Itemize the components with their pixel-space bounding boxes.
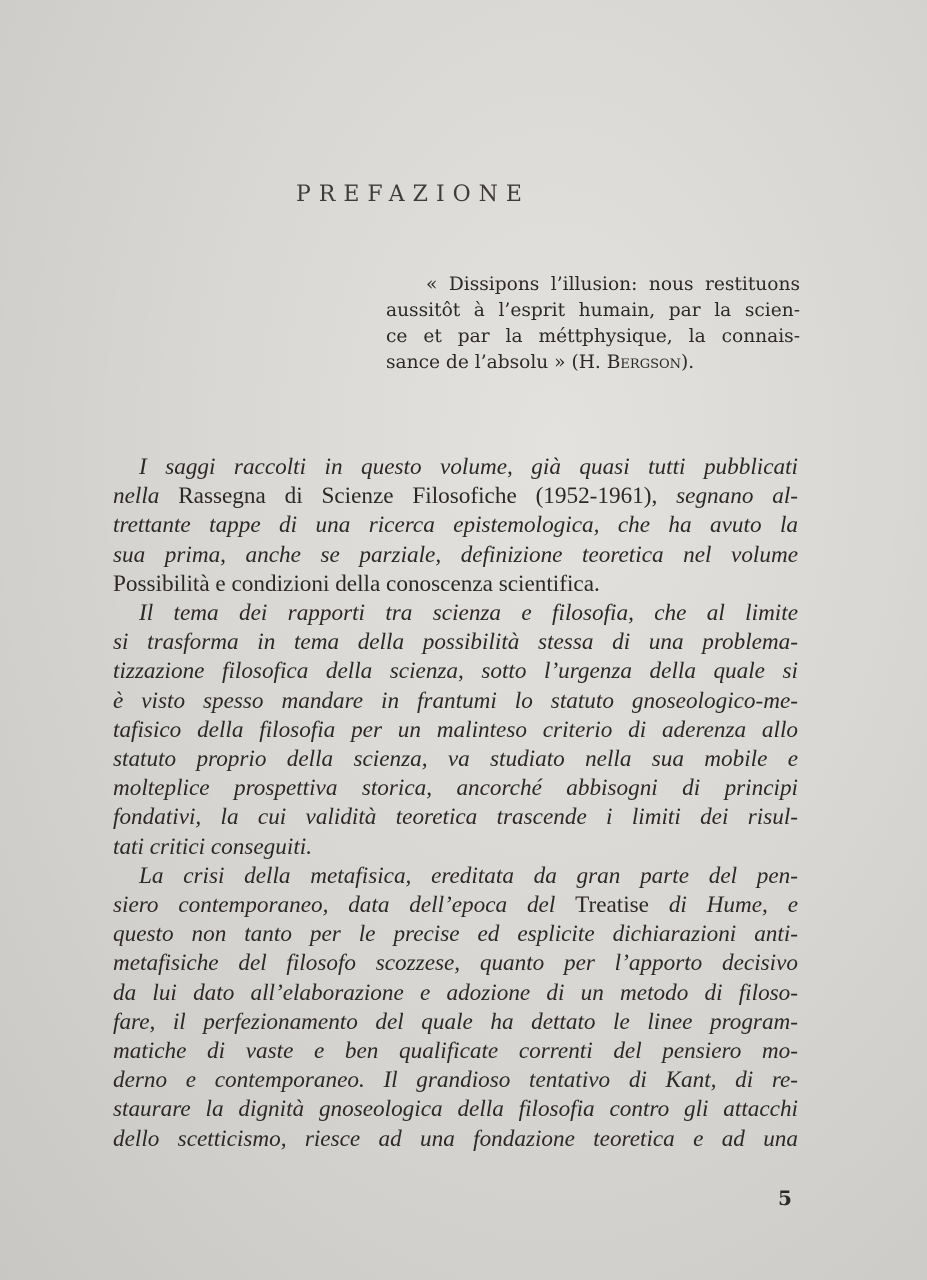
epigraph-line: aussitôt à l’esprit humain, par la scien- [386,300,800,321]
paragraph-line: tizzazione filosofica della scienza, sotto l’urgenza della quale si [113,658,798,685]
epigraph-line: ce et par la méttphysique, la connais- [386,326,800,347]
paragraph-line: molteplice prospettiva storica, ancorché abbisogni di principi [113,775,798,802]
paragraph-line: questo non tanto per le precise ed esplicite dichiarazioni anti- [113,921,798,948]
epigraph-tail: ). [681,352,695,373]
text-run: siero contemporaneo, data dell’epoca del [113,892,576,919]
epigraph-quote [386,272,800,376]
paragraph-line: dello scetticismo, riesce ad una fondazione teoretica e ad una [113,1125,798,1152]
paragraph-line [113,891,798,920]
paragraph-line: staurare la dignità gnoseologica della filosofia contro gli attacchi [113,1096,798,1123]
page-number: 5 [778,1186,792,1210]
text-run: Treatise [575,892,649,919]
paragraph-line: derno e contemporaneo. Il grandioso tentativo di Kant, di re- [113,1067,798,1094]
paragraph-line: La crisi della metafisica, ereditata da gran parte del pen- [139,862,798,889]
epigraph-line: « Dissipons l’illusion: nous restituons [426,274,800,295]
text-run: segnano al- [676,483,798,510]
paragraph-line: fondativi, la cui validità teoretica trascende i limiti dei risul- [113,804,798,831]
paragraph-line: Possibilità e condizioni della conoscenza scientifica. [113,570,600,597]
paragraph-line: tati critici conseguiti. [113,833,312,860]
paragraph-line: tafisico della filosofia per un malinteso criterio di aderenza allo [113,716,798,743]
paragraph-line [113,482,798,511]
epigraph-line [386,350,800,376]
page-title: PREFAZIONE [296,182,530,207]
paragraph-line: I saggi raccolti in questo volume, già quasi tutti pubblicati [139,454,798,480]
paragraph-line: fare, il perfezionamento del quale ha dettato le linee program- [113,1008,798,1035]
epigraph-author: Bergson [606,352,682,373]
text-run: Rassegna di Scienze Filosofiche (1952-1961), [159,483,677,510]
paragraph-line: Il tema dei rapporti tra scienza e filosofia, che al limite [139,600,798,627]
paragraph-line: trettante tappe di una ricerca epistemologica, che ha avuto la [113,512,798,539]
body-text [113,453,798,1154]
paragraph-line: sua prima, anche se parziale, definizione teoretica nel volume [113,541,798,568]
paragraph-line: metafisiche del filosofo scozzese, quanto per l’apporto decisivo [113,950,798,977]
text-run: nella [113,483,160,510]
paragraph-line: da lui dato all’elaborazione e adozione di un metodo di filoso- [113,979,798,1006]
paragraph-line: si trasforma in tema della possibilità stessa di una problema- [113,629,798,656]
paragraph-line: è visto spesso mandare in frantumi lo statuto gnoseologico-me- [113,687,798,714]
paragraph-line: matiche di vaste e ben qualificate correnti del pensiero mo- [113,1038,798,1065]
epigraph-line-text: sance de l’absolu » (H. [386,352,607,373]
text-run: di Hume, e [648,892,798,919]
paragraph-line: statuto proprio della scienza, va studiato nella sua mobile e [113,746,798,773]
